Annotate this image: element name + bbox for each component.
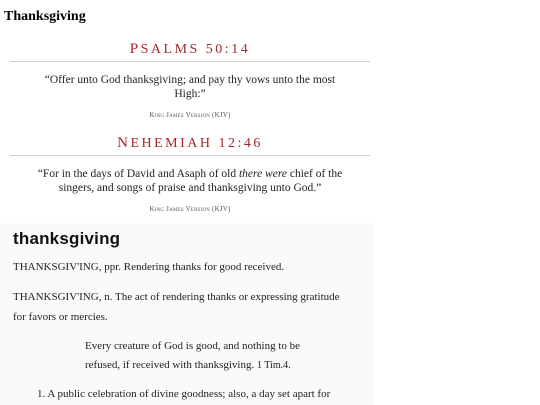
dictionary-entry (0, 223, 375, 405)
verse-reference-rest: EHEMIAH 12:46 (130, 136, 263, 151)
verse-version: King James Version (KJV) (149, 111, 231, 119)
verse-text: “Offer unto God thanksgiving; and pay thy vows unto the most High:” (44, 74, 336, 100)
dictionary-definition-noun: THANKSGIV'ING, n. The act of rendering thanks or expressing gratitude for favors or mercies. (13, 291, 340, 323)
quotation-text: Every creature of God is good, and nothing to be refused, if received with thanksgiving. (85, 340, 301, 371)
verse-reference[interactable] (10, 41, 370, 62)
verse-text-italic: there were (238, 168, 287, 180)
page-title: Thanksgiving (4, 9, 86, 24)
verse-text-part: “For in the days of David and Asaph of old (37, 168, 239, 180)
verse-reference[interactable] (10, 135, 370, 156)
dictionary-definition-ppr: THANKSGIV'ING, ppr. Rendering thanks for good received. (13, 261, 285, 273)
verse-text-part: chief of the singers, and songs of praise and thanksgiving unto God.” (58, 168, 343, 194)
dictionary-quotation (85, 337, 335, 375)
verse-card-psalms (10, 41, 370, 119)
dictionary-headword: thanksgiving (13, 229, 121, 248)
verse-reference-initial: P (129, 41, 141, 57)
verse-reference-initial: N (117, 135, 131, 151)
verse-version: King James Version (KJV) (149, 205, 231, 213)
verse-text (10, 167, 370, 195)
verse-card-nehemiah (10, 135, 370, 213)
dictionary-sense-1: 1. A public celebration of divine goodness; also, a day set apart for (37, 388, 331, 400)
quotation-citation: 1 Tim.4. (256, 360, 291, 371)
verse-reference-rest: SALMS 50:14 (140, 42, 251, 57)
